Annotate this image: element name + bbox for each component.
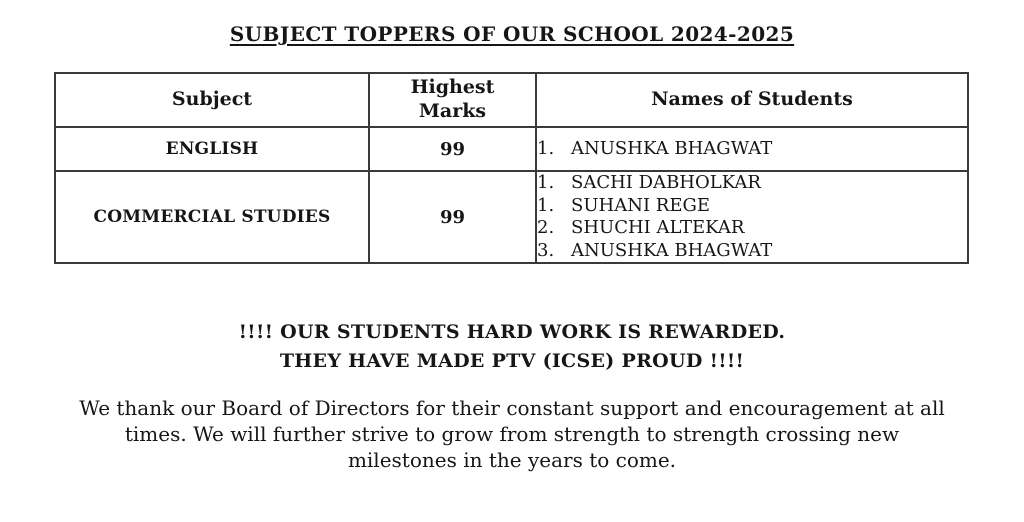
names-cell: [536, 127, 968, 171]
table-row-english: [55, 127, 968, 171]
names-cell: [536, 171, 968, 263]
subject-cell: COMMERCIAL STUDIES: [55, 171, 369, 263]
student-number: 1.: [537, 172, 555, 193]
subject-cell: ENGLISH: [55, 127, 369, 171]
table-header-row: [55, 73, 968, 127]
thank-you-paragraph: [0, 395, 1024, 473]
thank-you-line-1: We thank our Board of Directors for their constant support and encouragement at all: [79, 396, 945, 420]
student-name: SACHI DABHOLKAR: [571, 172, 761, 193]
student-name: SHUCHI ALTEKAR: [571, 217, 745, 238]
student-name: SUHANI REGE: [571, 194, 710, 216]
column-header-highest-marks-label: Highest Marks: [410, 76, 495, 122]
thank-you-line-2: times. We will further strive to grow from strength to strength crossing new: [124, 422, 900, 446]
marks-cell: 99: [369, 171, 536, 263]
marks-cell: 99: [369, 127, 536, 171]
column-header-subject: [55, 73, 369, 127]
table-row-commercial-studies: [55, 171, 968, 263]
column-header-subject-label: Subject: [171, 88, 253, 111]
student-entry: [537, 217, 967, 240]
page-title: SUBJECT TOPPERS OF OUR SCHOOL 2024-2025: [229, 22, 795, 46]
column-header-names: [536, 73, 968, 127]
student-number: 3.: [537, 239, 555, 261]
student-entry: [537, 195, 967, 218]
student-entry: [537, 172, 967, 195]
student-name: ANUSHKA BHAGWAT: [571, 239, 773, 261]
student-entry: [537, 138, 967, 161]
student-number: 1.: [537, 137, 555, 159]
column-header-highest-marks: [369, 73, 536, 127]
announcement-line-1: !!!! OUR STUDENTS HARD WORK IS REWARDED.: [238, 321, 786, 343]
thank-you-line-3: milestones in the years to come.: [347, 448, 677, 472]
student-entry: [537, 240, 967, 263]
column-header-names-label: Names of Students: [651, 88, 853, 111]
student-number: 1.: [537, 194, 555, 216]
toppers-table: [54, 72, 969, 264]
student-number: 2.: [537, 217, 555, 238]
announcement-text: [0, 318, 1024, 376]
announcement-line-2: THEY HAVE MADE PTV (ICSE) PROUD !!!!: [279, 350, 745, 372]
student-name: ANUSHKA BHAGWAT: [571, 137, 773, 159]
